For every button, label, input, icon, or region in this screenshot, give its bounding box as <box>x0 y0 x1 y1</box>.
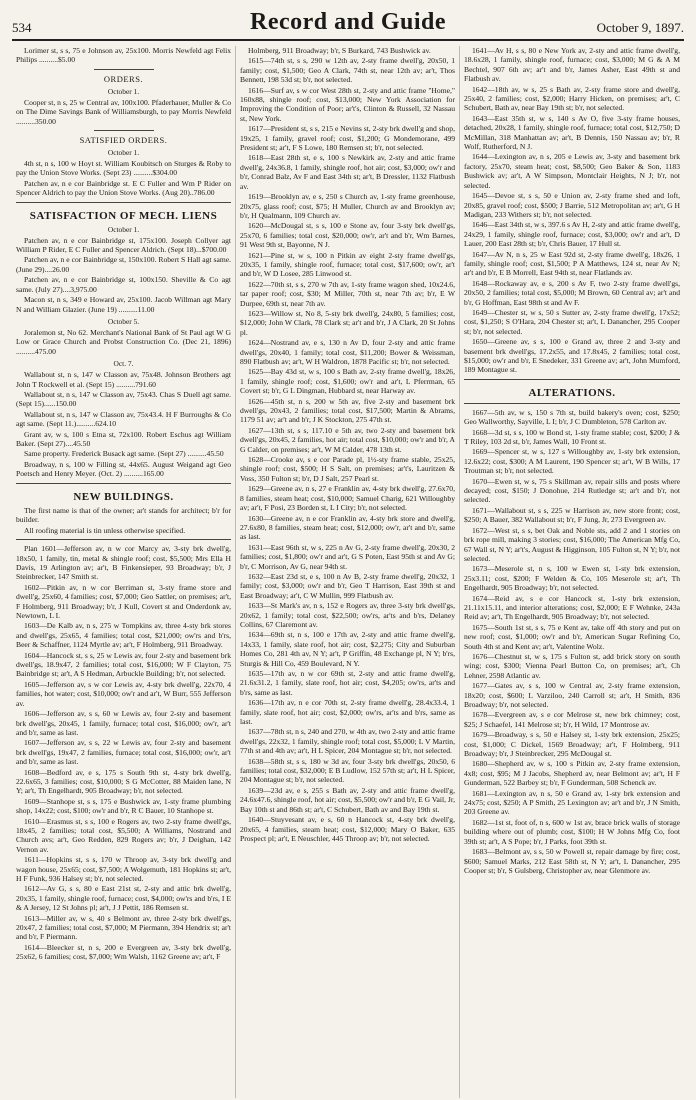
listing-entry: 1612—Av G, s s, 80 e East 21st st, 2-sty and attic brk dwell'g, 20x35, 1 family, shingle roof, furnace; cost, $4,000; ow'rs and b'rs, I E & A Jersey, 12 St Johns pl; ar't, J J Pettit, 186 Remsen st. <box>16 884 231 913</box>
listing-entry: Holmberg, 911 Broadway; b'r, S Burkard, 743 Bushwick av. <box>248 46 431 55</box>
listing-entry: 1669—Spencer st, w s, 127 s Willoughby av, 1-sty brk extension, 12.6x22; cost, $300; A M Laurent, 190 Spencer st; ar't, W B Wills, 17 Troutman st; b'r, not selected. <box>464 447 680 476</box>
listing-entry: 1649—Chester st, w s, 50 s Sutter av, 2-sty frame dwell'g, 17x52; cost, $1,250; S O'Hara, 204 Chester st; ar't, L Danancher, 295 Cooper st; b'r, not selected. <box>464 307 680 336</box>
listing-entry: 1683—Belmont av, s s, 50 w Powell st, repair damage by fire; cost, $600; Samuel Marks, 212 East 58th st, N Y; ar't, L Danancher, 295 Cooper st; b'r, S Gulsberg, Christopher av, near Glenmore av. <box>464 847 680 875</box>
listing-entry: 1647—Av N, n s, 25 w East 92d st, 2-sty frame dwell'g, 18x26, 1 family, shingle roof; cost, $1,500; P A Matthews, 124 st, near Av N; ar't and b'r, E B Morrell, East 94th st, near Flatlands av. <box>464 249 680 278</box>
page-number: 534 <box>12 20 32 35</box>
listing-entry: 1604—Hancock st, s s, 25 w Lewis av, four 2-sty and basement brk dwell'gs, 18.9x47, 2 families; total cost, $16,000; W F Clayton, 75 Bainbridge st; ar't, A S Hedman, Arbuckle Building; b'r, not selected. <box>16 650 231 679</box>
listing-entry: 1623—Willow st, No 8, 5-sty brk dwell'g, 24x80, 5 families; cost, $12,000; John W Clark, 78 Clark st; ar't and b'r, J A Clark, 20 St Johns pl. <box>240 308 455 337</box>
divider <box>94 130 154 131</box>
listing-entry: 1610—Erasmus st, s s, 100 e Rogers av, two 2-sty frame dwell'gs, 18x45, 2 families; total cost, $5,500; A Williams, Nostrand and Church avs; ar't, Geo Redden, 829 Rogers av; b'r, J Deighan, 142 Vernon av. <box>16 816 231 854</box>
listing-entry: 1619—Brooklyn av, e s, 250 s Church av, 1-sty frame greenhouse, 20x75, glass roof; cost, $75; H Muller, Church av and Brooklyn av; b'r, H Qualmann, 109 Church av. <box>240 192 455 220</box>
listing-entry: 1639—23d av, e s, 255 s Bath av, 2-sty and attic frame dwell'g, 24.6x47.6, shingle roof, hot air; cost, $5,500; ow'r and b'r, E G Vail, Jr, Bay 10th st and 86th st; ar't, C Schubert, Bath av and Bay 19th st. <box>240 785 456 814</box>
listing-entry: 1671—Wallabout st, s s, 225 w Harrison av, new store front; cost, $250; A Bauer, 382 Wallabout st; b'r, F Jung, Jr, 273 Evergreen av. <box>464 505 680 525</box>
listing-entry: 1635—17th av, n w cor 69th st, 2-sty and attic frame dwell'g, 21.6x31.2, 1 family, slate roof, hot air; cost, $4,205; ow'rs, ar'ts and b'rs, same as last. <box>240 669 455 697</box>
listing-entry: 1608—Bedford av, e s, 175 s South 9th st, 4-sty brk dwell'g, 22.6x65, 3 families; cost, $10,000; S G McCotter, 88 Maiden lane, N Y; ar't, Th Engelhardt, 905 Broadway; b'r, not selected. <box>16 767 231 796</box>
listing-entry: 1679—Broadway, s s, 50 e Halsey st, 1-sty brk extension, 25x25; cost, $1,000; C Dickel, 1569 Broadway; ar't, F Holmberg, 911 Broadway; b'r, J Steinbrecker, 295 McDougal st. <box>464 730 680 759</box>
listing-entry: 1617—President st, s s, 215 e Nevins st, 2-sty brk dwell'g and shop, 19x25, 1 family, gravel roof; cost, $1,200; G Mondemorane, 499 President st; ar't, F S Lowe, 180 Remsen st; b'r, not selected. <box>240 124 455 153</box>
listing-entry: 1627—13th st, s s, 117.10 e 5th av, two 2-sty and basement brk dwell'gs, 20x45, 2 families, hot air; total cost, $10,000; ow'r and b'r, A G Calder, on premises; ar't, W M Calder, 478 13th st. <box>240 425 455 454</box>
column-3 <box>460 46 684 1098</box>
listing-entry: Macon st, n s, 349 e Howard av, 25x100. Jacob Willman agt Mary N and William Glazier. (June 19) ..........11.00 <box>16 295 231 314</box>
listing-entry: 1611—Hopkins st, s s, 170 w Throop av, 3-sty brk dwell'g and wagon house, 25x65; cost, $7,500; A Wolgemuth, 181 Hopkins st; ar't, H F Funk, 936 Halsey st; b'r, not selected. <box>16 855 231 884</box>
date-subheading: Oct. 7. <box>113 359 134 369</box>
listing-entry: 1680—Shepherd av, w s, 100 s Pitkin av, 2-sty frame extension, 4x8; cost, $95; M J Jacobs, Shepherd av, near Belmont av; ar't, H F Gunderman, 522 Barbey st; b'r, F Gunderman, 508 Schenck av. <box>464 759 680 788</box>
divider <box>16 483 231 484</box>
listing-entry: Patchen av, n e cor Bainbridge st, 150x100. Robert S Hall agt same. (June 29)....26.00 <box>16 255 231 274</box>
listing-entry: 1667—5th av, w s, 150 s 7th st, build bakery's oven; cost, $250; Geo Wallworthy, Sayville, L I; b'r, J C Dumbleton, 578 Carlton av. <box>464 407 680 427</box>
listing-entry: 1642—18th av, w s, 25 s Bath av, 2-sty frame store and dwell'g, 25x40, 2 families; cost, $2,000; Harry Hicken, on premises; ar't, C Schubert, Bath av, near Bay 19th st; b'r, not selected. <box>464 84 680 113</box>
listing-entry: 1673—Meserole st, n s, 100 w Ewen st, 1-sty brk extension, 25x3.11; cost, $200; F Welden & Co, 105 Meserole st; ar't, Th Engelhardt, 905 Broadway; b'r, not selected. <box>464 564 680 593</box>
listing-entry: Wallabout st, n s, 147 w Classon av, 75x43. Chas S Duell agt same. (Sept 15)......150.00 <box>16 389 231 409</box>
listing-entry: 1613—Miller av, w s, 40 s Belmont av, three 2-sty brk dwell'gs, 20x47, 2 families; total cost, $7,000; M Piermann, 394 Hendrix st; ar't and b'r, F Piermann. <box>16 913 231 942</box>
listing-entry: 1677—Gates av, s s, 100 w Central av, 2-sty frame extension, 18x20; cost, $600; L Varziloo, 240 Carroll st; ar't, H Smith, 836 Broadway; b'r, not selected. <box>464 681 680 709</box>
listing-entry: Wallabout st, n s, 147 w Classon av, 75x48. Johnson Brothers agt John T Rockwell et al. (Sept 15) ..........791.60 <box>16 370 231 389</box>
listing-entry: 1676—Chestnut st, w s, 175 s Fulton st, add brick story on south wing; cost, $300; Vienna Pearl Button Co, on premises; ar't, Ch Lehner, 2598 Atlantic av. <box>464 651 680 680</box>
divider <box>16 539 231 540</box>
listing-entry: 1616—Surf av, s w cor West 28th st, 2-sty and attic frame "Home," 160x88, shingle roof; cost, $13,000; New York Association for Improving the Condition of Poor; ar't's, Clinton & Russell, 32 Nassau st, New York. <box>240 85 455 123</box>
listing-entry: 1641—Av H, s s, 80 e New York av, 2-sty and attic frame dwell'g, 18.6x28, 1 family, shingle roof, furnace; cost, $3,000; M G & A M Bechtel, 907 6th av; ar't and b'r, James Asher, East 49th st and Flatbush av. <box>464 46 680 84</box>
date-subheading: October 1. <box>107 224 140 234</box>
listing-entry: 1629—Greene av, n s, 27 e Franklin av, 4-sty brk dwell'g, 27.6x70, 8 families, steam heat; cost, $10,000; Samuel Charig, 621 Willoughby av; ar't, F Posi, 23 Borden st, L I City; b'r, not selected. <box>240 484 455 513</box>
listing-entry: 1621—Pine st, w s, 100 n Pitkin av eight 2-sty frame dwell'gs, 20x35, 1 family, shingle roof, furnace; total cost, $17,600; ow'r, ar't and b'r, W D Losee, 285 Linwood st. <box>240 250 455 279</box>
column-1 <box>12 46 236 1098</box>
publication-title: Record and Guide <box>249 9 446 35</box>
divider <box>94 69 154 70</box>
listing-entry: 1628—Crooke av, s e cor Parade pl, 1½-sty frame stable, 25x25, shingle roof; cost, $500; H S Salt, on premises; ar't's, Lauritzen & Voss, 350 Fulton st; b'r, D J Salt, 257 Pearl st. <box>240 455 455 483</box>
listing-entry: 1632—East 23d st, e s, 100 n Av B, 2-sty frame dwell'g, 20x32, 1 family; cost, $3,000; ow'r and b'r, Geo T Harrison, East 39th st and East Broadway; ar't, C W Mullin, 999 Flatbush av. <box>240 571 455 600</box>
listing-entry: 1633—St Mark's av, n s, 152 e Rogers av, three 3-sty brk dwell'gs, 20x62, 1 family; total cost, $22,500; ow'rs, ar'ts and b'rs, Delaney Collins, 67 Claremont av. <box>240 601 455 629</box>
listing-entry: Joralemon st, No 62. Merchant's National Bank of St Paul agt W G Low or Grace Church and Probst Construction Co. (Dec 21, 1896) ..........475.00 <box>16 327 231 356</box>
listing-entry: 1670—Ewen st, w s, 75 s Skillman av, repair sills and posts where decayed; cost, $150; J Donohue, 214 Rutledge st; ar't and b'r, not selected. <box>464 476 680 505</box>
listing-entry: 1675—South 1st st, s s, 75 e Kent av, take off 4th story and put on new roof; cost, $1,000; ow'r and b'r, American Sugar Refining Co, South 4th st and Kent av; ar't, Valentine Wolz. <box>464 622 680 651</box>
listing-entry: 1609—Stanhope st, s s, 175 e Bushwick av, 1-sty frame plumbing shop, 14x22; cost, $100; ow'r and b'r, R C Bauer, 10 Stanhope st. <box>16 796 231 816</box>
divider <box>464 403 680 404</box>
listing-entry: 1606—Jefferson av, s s, 60 w Lewis av, four 2-sty and basement brk dwell'gs, 20x45, 1 family, furnace; total cost, $16,000; ow'r, ar't and b'r, same as last. <box>16 709 231 737</box>
section-heading: SATISFIED ORDERS. <box>79 135 168 146</box>
listing-entry: 1625—Bay 43d st, w s, 100 s Bath av, 2-sty frame dwell'g, 18x26, 1 family, shingle roof; cost, $1,600; ow'r and ar't, L Pferrman, 65 Covert st; b'r, G L Dingman, Hubbard st, near Harway av. <box>240 367 455 396</box>
listing-entry: 1648—Rockaway av, e s, 200 s Av F, two 2-sty frame dwell'gs, 20x50, 2 families; total cost, $5,000; M Brown, 60 Central av; ar't and b'r, G Hoffman, East 98th st and Av F. <box>464 278 680 307</box>
listing-entry: 1640—Stuyvesant av, e s, 60 n Hancock st, 4-sty brk dwell'g, 20x65, 4 families, steam heat; cost, $12,000; Mary O Baker, 635 Prospect pl; ar't, E Neuschler, 445 Throop av; b'r, not selected. <box>240 815 455 843</box>
listing-entry: 1614—Bleecker st, n s, 200 e Evergreen av, 3-sty brk dwell'g, 25x62, 6 families; cost, $7,000; Wm Walsh, 1162 Greene av; ar't, F <box>16 942 231 962</box>
listing-entry: 1603—De Kalb av, n s, 275 w Tompkins av, three 4-sty brk stores and dwell'gs, 25x65, 4 families; total cost, $21,000; ow'rs and b'rs, Beer & Schaffner, 1124 Myrtle av; ar't, F Holmberg, 911 Broadway. <box>16 621 231 650</box>
listing-entry: Broadway, n s, 100 w Filling st, 44x65. August Weigand agt Geo Poetsch and Henry Meyer. (Oct. 2) ..........165.00 <box>16 459 231 479</box>
divider <box>464 379 680 380</box>
listing-entry: 1607—Jefferson av, s s, 22 w Lewis av, four 2-sty and basement brk dwell'gs, 19x47, 2 families, furnace; total cost, $16,000; ow'r, ar't and b'r, same as last. <box>16 738 231 767</box>
listing-entry: Same property. Frederick Busack agt same. (Sept 27) ..........45.50 <box>24 449 224 459</box>
listing-entry: 1634—69th st, n s, 100 e 17th av, 2-sty and attic frame dwell'g, 14x33, 1 family, slate roof, hot air; cost, $2,275; City and Suburban Homes Co, 281 4th av, N Y; ar't, P Griffin, 48 Exchange pl, N Y; b'rs, Sturgis & Hill Co, 459 Boulevard, N Y. <box>240 630 455 668</box>
listing-entry: 1674—Reid av, s e cor Hancock st, 1-sty brk extension, 21.11x15.11, and interior alterations; cost, $2,000; E F Wehnke, 243a Reid av; ar't, Th Engelhardt, 905 Broadway; b'r, not selected. <box>464 593 680 622</box>
listing-entry: 1645—Devoe st, s s, 50 e Union av, 2-sty frame shed and loft, 20x85, gravel roof; cost, $500; J Barrie, 512 Metropolitan av; ar't, G H Madigan, 233 Withers st; b'r, not selected. <box>464 191 680 219</box>
listing-entry: Grant av, w s, 100 s Etna st, 72x100. Robert Eschus agt William Baker. (Sept 27)....45.50 <box>16 429 231 448</box>
listing-entry: 1681—Lexington av, n s, 50 e Grand av, 1-sty brk extension and 24x75; cost, $250; A P Smith, 25 Lexington av; ar't and b'r, J N Smith, 203 Greene av. <box>464 788 680 817</box>
listing-entry: Patchen av, n e cor Bainbridge st, 175x100. Joseph Collyer agt William P Rider, E C Fuller and Spencer Aldrich. (Sept 18)...$700.00 <box>16 235 231 255</box>
listing-entry: Wallabout st, n s, 147 w Classon av, 75x43.4. H F Burroughs & Co agt same. (Sept 11.)..........624.10 <box>16 409 231 429</box>
listing-entry: 1624—Nostrand av, e s, 130 n Av D, four 2-sty and attic frame dwell'gs, 20x40, 1 family; total cost, $11,200; Bower & Weissman, 890 Flatbush av; ar't, W H Waldron, 1878 Pacific st; b'r, not selected. <box>240 338 455 366</box>
listing-entry: 1682—1st st, foot of, n s, 600 w 1st av, brace brick walls of storage building where out of plumb; cost, $100; H W Johns Mfg Co, foot 39th st; ar't, A S Pope; b'r, J Parks, foot 39th st. <box>464 817 680 846</box>
listing-entry: 1672—West st, s s, bet Oak and Noble sts, add 2 and 1 stories on brk rope mill, making 3 stories; cost, $16,000; The American Mfg Co, 67 Wall st, N Y; ar't's, August & Higginson, 105 Fulton st, N Y; b'r, not selected. <box>464 525 680 563</box>
listing-entry: Patchen av, n e cor Bainbridge st. E C Fuller and Wm P Rider on Spencer Aldrich to pay the Union Stove Works. (Aug 20)..786.00 <box>16 178 231 198</box>
section-heading: ALTERATIONS. <box>528 386 616 399</box>
listing-entry: 4th st, n s, 100 w Hoyt st. William Koubitsch on Sturges & Roby to pay the Union Stove Works. (Sept 23) ..........$304.00 <box>16 159 231 178</box>
listing-entry: 1618—East 28th st, e s, 100 s Newkirk av, 2-sty and attic frame dwell'g, 24x36.8, 1 family, shingle roof, hot air; cost, $3,000; ow'r and b'r, Conrad Balz, Av F and East 34th st; ar't, B Dressler, 1132 Flatbush av. <box>240 153 455 191</box>
listing-entry: 1638—58th st, s s, 180 w 3d av, four 3-sty brk dwell'gs, 20x50, 6 families; total cost, $32,000; E B Ludlow, 152 57th st; ar't, H L Spicer, 204 Montague st; b'r, not selected. <box>240 756 455 785</box>
section-heading: ORDERS. <box>103 73 144 84</box>
listing-entry: 1630—Greene av, n e cor Franklin av, 4-sty brk store and dwell'g, 27.6x80, 8 families, steam heat; cost, $12,000; ow'r, ar't and b'r, same as last. <box>240 513 455 542</box>
issue-date: October 9, 1897. <box>596 20 684 35</box>
date-subheading: October 5. <box>107 316 140 326</box>
date-subheading: October 1. <box>107 86 140 96</box>
listing-entry: 1636—17th av, n e cor 70th st, 2-sty frame dwell'g, 28.4x33.4, 1 family, slate roof, hot air; cost, $2,000; ow'rs, ar'ts and b'rs, same as last. <box>240 698 455 727</box>
listing-entry: Cooper st, n s, 25 w Central av, 100x100. Pfaderhauer, Muller & Co on The Dime Savings Bank of Williamsburgh, to pay Morris Newfeld ..........350.00 <box>16 97 231 126</box>
listing-entry: Lorimer st, s s, 75 e Johnson av, 25x100. Morris Newfeld agt Felix Philips ..........$5.00 <box>16 46 231 65</box>
column-2 <box>236 46 460 1098</box>
section-heading: SATISFACTION OF MECH. LIENS <box>29 209 218 222</box>
listing-entry: Patchen av, n e cor Bainbridge st, 100x150. Sheville & Co agt same. (July 27)....3,975.00 <box>16 275 231 294</box>
listing-entry: 1620—McDougal st, s s, 100 e Stone av, four 3-sty brk dwell'gs, 25x70, 6 families; total cost, $20,000; ow'r, ar't and b'r, Wm Barnes, 91 West 9th st, Bayonne, N J. <box>240 221 455 250</box>
listing-entry: 1644—Lexington av, n s, 205 e Lewis av, 3-sty and basement brk factory, 25x70, steam heat; cost, $8,500; Geo Baker & Son, 1183 Bushwick av; ar't, A W Simpson, Montclair Heights, N J; b'r, not selected. <box>464 152 680 190</box>
section-heading: NEW BUILDINGS. <box>73 490 174 503</box>
listing-entry: 1631—East 96th st, w s, 225 n Av G, 2-sty frame dwell'g, 20x30, 2 families; cost, $1,800; ow'r and ar't, G S Poten, East 95th st and Av G; b'r, C Morrison, Av G, near 94th st. <box>240 542 455 571</box>
listing-entry: Plan 1601—Jefferson av, n w cor Marcy av, 3-sty brk dwell'g, 18x50, 1 family, tin, metal & shingle roof; cost, $5,500; Mrs Ella H Davis, 19 Arlington av; ar't, B Finkensieper, 93 Broadway; b'r, J Steinbrecker, 147 Smith st. <box>16 544 231 582</box>
listing-entry: 1668—3d st, s s, 100 w Bond st, 1-sty frame stable; cost, $200; J & T Riley, 103 2d st, b'r, James Wall, 10 Front st. <box>464 427 680 447</box>
listing-entry: 1637—78th st, n s, 240 and 270, w 4th av, two 2-sty and attic frame dwell'gs, 22x32, 1 family, shingle roof; total cost, $5,000; L V Martin, 77th st and 4th av; ar't, H L Spicer, 204 Montague st; b'r, not selected. <box>240 727 455 756</box>
listing-entry: 1678—Evergreen av, s e cor Melrose st, new brk chimney; cost, $25; J Schaefel, 141 Melrose st; b'r, H Wild, 17 Montrose av. <box>464 710 680 729</box>
listing-entry: 1602—Pitkin av, n w cor Berriman st, 3-sty frame store and dwell'g, 25x60, 4 families; cost, $7,000; Geo Sattler, on premises; ar't, F Holmberg, 911 Broadway; b'r, J Kull, Covert st and Onderdonk av, Newtown, L I. <box>16 582 231 621</box>
section-note: The first name is that of the owner; ar't stands for architect; b'r for builder. <box>16 505 231 524</box>
listing-entry: 1605—Jefferson av, s w cor Lewis av, 4-sty brk dwell'g, 22x70, 4 families, hot water; cost, $10,000; ow'r and ar't, W Burr, 555 Jefferson av. <box>16 679 231 708</box>
listing-entry: 1626—45th st, n s, 200 w 5th av, five 2-sty and basement brk dwell'gs, 20x43, 2 families; total cost, $17,500; Martin & Abrams, 1179 51 av; ar't and b'r, J K Stockton, 275 47th st. <box>240 396 455 425</box>
page-header <box>12 6 684 41</box>
listing-entry: 1650—Greene av, s s, 100 e Grand av, three 2 and 3-sty and basement brk dwell'gs, 17.2x55, and 17.8x45, 2 families; total cost, $15,000; ow'r and b'r, E Snedeker, 331 Greene av; ar't, John Mumford, 189 Montague st. <box>464 337 680 375</box>
listing-entry: 1643—East 35th st, w s, 140 s Av O, five 3-sty frame houses, detached, 20x28, 1 family, shingle roof, furnace; total cost, $12,750; D McMillan, 318 Manhattan av; ar't, B Dennis, 150 Nassau av; b'r, R Wolf, Rutherford, N J. <box>464 113 680 152</box>
date-subheading: October 1. <box>107 148 140 158</box>
divider <box>16 202 231 203</box>
listing-entry: 1622—70th st, s s, 270 w 7th av, 1-sty frame wagon shed, 10x24.6, tar paper roof; cost, $30; M Miller, 70th st, near 7th av; b'r, E W Durpee, 69th st, near 7th av. <box>240 279 455 308</box>
listing-entry: 1646—East 34th st, w s, 397.6 s Av H, 2-sty and attic frame dwell'g, 24x29, 1 family, shingle roof, furnace; cost, $3,000; ow'r and ar't, D Lauer, 200 East 28th st; b'r, Chris Bauer, 17 Hull st. <box>464 220 680 249</box>
columns <box>12 46 684 1098</box>
listing-entry: 1615—74th st, s s, 290 w 12th av, 2-sty frame dwell'g, 20x50, 1 family; cost, $1,500; Geo A Clark, 74th st, near 12th av; ar't, Thos Bennett, 198 53d st; b'r, not selected. <box>240 56 455 85</box>
section-note: All roofing material is tin unless otherwise specified. <box>24 526 186 535</box>
